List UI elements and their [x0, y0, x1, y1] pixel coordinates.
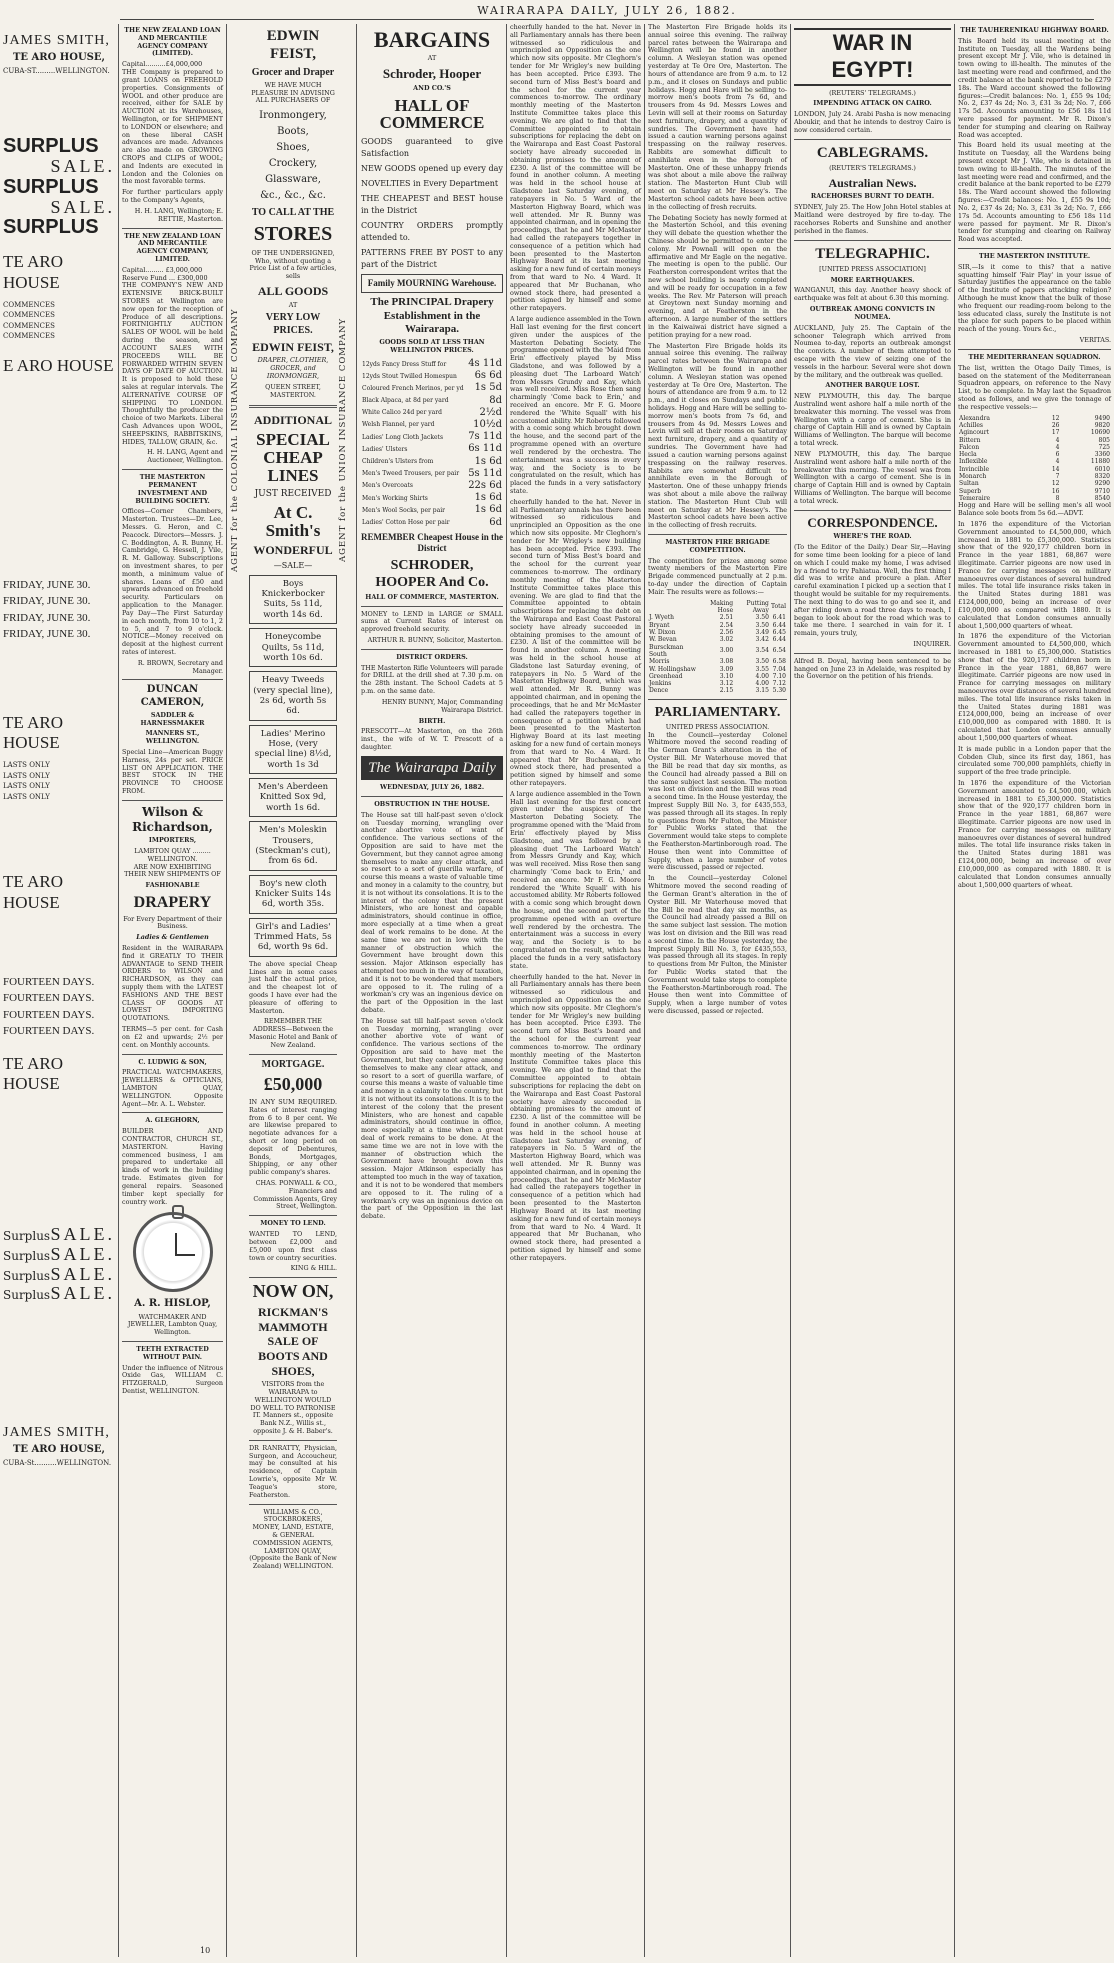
ad-subheading: WONDERFUL	[253, 543, 333, 558]
ad-heading: RICKMAN'S MAMMOTH SALE OF BOOTS AND SHOES,	[257, 1305, 328, 1378]
ad-heading: At C. Smith's	[265, 502, 321, 540]
ad-text: MONEY to LEND in LARGE or SMALL sums at Current Rates of interest on approved freehold security.	[361, 609, 503, 634]
ad-text: For further particulars apply to the Company's Agents,	[122, 188, 223, 205]
article-text: Alfred B. Doyal, having been sentenced to be hanged on June 23 in Adelaide, was respited by the Governor on the petition of his friends.	[794, 656, 951, 681]
price-row: Black Alpaca, at 8d per yard 8d	[362, 394, 502, 406]
article-subheading: (REUTER'S TELEGRAMS.)	[829, 164, 916, 173]
cheap-line-item: Ladies' Merino Hose, (very special line) 8½d, worth 1s 3d	[249, 725, 337, 774]
ad-heading: HALL OF COMMERCE	[379, 95, 485, 133]
article-subheading: [UNITED PRESS ASSOCIATION]	[819, 264, 926, 273]
store-name: TE ARO HOUSE,	[12, 52, 105, 64]
table-row: Achilles 26 9820	[959, 421, 1110, 429]
ad-heading: Wilson & Richardson,	[132, 804, 213, 834]
ad-heading: DRAPERY	[133, 894, 212, 911]
ad-signature: H. H. LANG, Agent and Auctioneer, Wellington.	[147, 448, 223, 465]
ad-heading: C. LUDWIG & SON,	[138, 1057, 207, 1066]
ad-text: Capital......... £3,000,000	[122, 265, 203, 274]
ad-subheading: JUST RECEIVED	[254, 488, 332, 499]
price-row: Ladies' Long Cloth Jackets 7s 11d	[362, 431, 502, 443]
price-row: White Calico 24d per yard 2½d	[362, 406, 502, 418]
vertical-agent-label: AGENT for the UNION INSURANCE COMPANY	[338, 317, 348, 563]
ad-subheading: TO CALL AT THE	[251, 207, 335, 219]
article-text: LONDON, July 24. Arabi Pasha is now menacing Aboukir, and that he intends to destroy Cairo is now considered certain.	[794, 110, 951, 134]
fourteen-days-stack: FOURTEEN DAYS. FOURTEEN DAYS. FOURTEEN DAYS. FOURTEEN DAYS.	[3, 975, 95, 1038]
page-masthead: WAIRARAPA DAILY, JULY 26, 1882.	[120, 4, 1094, 20]
table-row: Bittern 4 805	[959, 436, 1110, 444]
surplus-heading: SURPLUS	[3, 216, 99, 239]
ad-subheading: IMPORTERS,	[148, 836, 197, 845]
article-text: cheerfully handed to the hat. Never in all Parliamentary annals has there been witnessed so ridiculous and unprincipled an Opposition as the one which now sits opposite. Mr Cleghorn's tender for Mr Wrigley's new building has been accepted. Price £393. The second turn of Miss Best's board and the school for the current year commences to-morrow. The ordinary monthly meeting of the Masterton Institute Committee takes place this evening. We are glad to find that the Committee appointed to obtain subscriptions for replacing the debt on the Wairarapa and East Coast Pastoral society have already succeeded in obtaining promises to the amount of £230. A list of the committee will be found in another column. A meeting was held in the school house at Gladstone last Saturday evening, of ratepayers in No. 5 Ward of the Masterton Highway Board, which was well attended. Mr R. Bunny was appointed chairman, and in opening the proceedings, that he and Mr McMaster had called the ratepayers together in consequence of a petition which had been presented to the Masterton Highway Board at its last meeting asking for a new fund of certain moneys from that ward to No. 4 Ward. It appeared that Mr Buchanan, who owned stock there, had presented a petition signed by himself and some other ratepayers.	[510, 497, 641, 787]
table-row: Agincourt 17 10690	[959, 429, 1110, 437]
ad-text: REMEMBER THE ADDRESS—Between the Masonic Hotel and Bank of New Zealand.	[249, 1017, 337, 1049]
ad-text: OF THE UNDERSIGNED,	[251, 248, 335, 257]
table-row: W. Bevan 3.02 3.42 6.44	[649, 636, 786, 644]
ad-text: DRAPER, CLOTHIER, GROCER, and IRONMONGER,	[257, 356, 329, 381]
article-text: A large audience assembled in the Town Hall last evening for the first concert given under the auspices of the Masterton Debating Society. The programme opened with the 'Maid from Erin' effectively played by Miss Gladstone, and was followed by a pleasing duet 'The Larboard Watch' from Messrs Grundy and Kay, which was well received. Miss Rose then sang charmingly 'Come back to Erin,' and received an encore. Mr F. G. Moore rendered the 'White Squall' with his accustomed ability. Mr Roberts followed with a comic song which brought down the house, and the second part of the programme opened with an overture well rendered by the orchestra. The entertainment was a success in every way, and the Society is to be congratulated on the result, which has placed the funds in a very satisfactory state.	[510, 789, 641, 970]
ad-heading: MONEY TO LEND.	[260, 1219, 326, 1228]
article-heading: THE MEDITERRANEAN SQUADRON.	[968, 352, 1101, 361]
article-subheading: ANOTHER BARQUE LOST.	[825, 381, 920, 390]
cheap-line-item: Heavy Tweeds (very special line), 2s 6d, worth 5s 6d.	[249, 671, 337, 720]
ad-heading: A. GLEGHORN,	[145, 1116, 200, 1125]
article-text: In 1876 the expenditure of the Victorian Government amounted to £4,500,000, which increased in 1881 to £5,300,000. Statistics show that of the 920,177 children born in France in the year 1881, 68,867 were illegitimate. Carrier pigeons are now used in France for carrying messages on military manoeuvres over distances of several hundred miles. The total life insurance risks taken in the United States during 1881 was £124,000,000, being an increase of over £10,000,000 as compared with 1880. It is calculated that London consumes annually about 1,500,000 quarters of wheat.	[958, 632, 1111, 742]
article-text: cheerfully handed to the hat. Never in all Parliamentary annals has there been witnessed so ridiculous and unprincipled an Opposition as the one which now sits opposite. Mr Cleghorn's tender for Mr Wrigley's new building has been accepted. Price £393. The second turn of Miss Best's board and the school for the current year commences to-morrow. The ordinary monthly meeting of the Masterton Institute Committee takes place this evening. We are glad to find that the Committee appointed to obtain subscriptions for replacing the debt on the Wairarapa and East Coast Pastoral society have already succeeded in obtaining promises to the amount of £230. A list of the committee will be found in another column. A meeting was held in the school house at Gladstone last Saturday evening, of ratepayers in No. 5 Ward of the Masterton Highway Board, which was well attended. Mr R. Bunny was appointed chairman, and in opening the proceedings, that he and Mr McMaster had called the ratepayers together in consequence of a petition which had been presented to the Masterton Highway Board at its last meeting asking for a new fund of certain moneys from that ward to No. 4 Ward. It appeared that Mr Buchanan, who owned stock there, had presented a petition signed by himself and some other ratepayers.	[510, 24, 641, 313]
ad-text: ARE NOW EXHIBITING THEIR NEW SHIPMENTS OF	[124, 862, 221, 879]
price-row: 12yds Fancy Dress Stuff for 4s 11d	[362, 358, 502, 370]
article-text: In 1876 the expenditure of the Victorian Government amounted to £4,500,000, which increased in 1881 to £5,300,000. Statistics show that of the 920,177 children born in France in the year 1881, 68,867 were illegitimate. Carrier pigeons are now used in France for carrying messages on military manoeuvres over distances of several hundred miles. The total life insurance risks taken in the United States during 1881 was £124,000,000, being an increase of over £10,000,000 as compared with 1880. It is calculated that London consumes annually about 1,500,000 quarters of wheat.	[958, 778, 1111, 889]
ad-heading: TEETH EXTRACTED WITHOUT PAIN.	[136, 1344, 209, 1361]
ad-heading: STORES	[253, 223, 333, 246]
ad-heading: DUNCAN CAMERON,	[140, 684, 205, 708]
price-row: Ladies' Ulsters 6s 11d	[362, 443, 502, 455]
article-heading: CABLEGRAMS.	[816, 144, 929, 161]
price-row: Welsh Flannel, per yard 10½d	[362, 419, 502, 431]
cheap-line-item: Men's Moleskin Trousers, (Steckman's cut), from 6s 6d.	[249, 821, 337, 870]
page-number: 10	[200, 1946, 211, 1955]
article-heading: CORRESPONDENCE.	[807, 514, 938, 530]
article-text: cheerfully handed to the hat. Never in all Parliamentary annals has there been witnessed so ridiculous and unprincipled an Opposition as the one which now sits opposite. Mr Cleghorn's tender for Mr Wrigley's new building has been accepted. Price £393. The second turn of Miss Best's board and the school for the current year commences to-morrow. The ordinary monthly meeting of the Masterton Institute Committee takes place this evening. We are glad to find that the Committee appointed to obtain subscriptions for replacing the debt on the Wairarapa and East Coast Pastoral society have already succeeded in obtaining promises to the amount of £230. A list of the committee will be found in another column. A meeting was held in the school house at Gladstone last Saturday evening, of ratepayers in No. 5 Ward of the Masterton Highway Board, which was well attended. Mr R. Bunny was appointed chairman, and in opening the proceedings, that he and Mr McMaster had called the ratepayers together in consequence of a petition which had been presented to the Masterton Highway Board at its last meeting asking for a new fund of certain moneys from that ward to No. 4 Ward. It appeared that Mr Buchanan, who owned stock there, had presented a petition signed by himself and some other ratepayers.	[510, 972, 641, 1262]
article-subheading: (REUTERS' TELEGRAMS.)	[829, 88, 916, 97]
table-row: W. Dixon 2.56 3.49 6.45	[649, 628, 786, 636]
article-subheading: Australian News.	[828, 175, 917, 190]
article-text: This Board held its usual meeting at the Institute on Tuesday, all the Wardens being present except Mr J. Vile, who is detained in town owing to ill-health. The minutes of the last meeting were read and confirmed, and the credit balance at the bank reported to be £279 18s. The Ward account showed the following figures:—Credit balances: No. 1, £55 9s 10d; No. 2, £37 4s 2d; No. 3, £31 3s 2d; No. 7, £66 17s 5d. Accounts amounting to £56 18s 11d were passed for payment. Mr R. Dixon's tender for stumping and clearing on Railway Road was accepted.	[958, 36, 1111, 139]
ad-heading: A. R. HISLOP,	[134, 1298, 211, 1310]
ad-text: VISITORS from the WAIRARAPA to WELLINGTON WOULD DO WELL TO PATRONISE IT. Manners st., opposite Bank N.Z., Willis st., opposite J. & H. Baber's.	[250, 1380, 336, 1436]
cheap-line-item: Boys Knickerbocker Suits, 5s 11d, worth 14s 6d.	[249, 575, 337, 624]
table-row: Alexandra 12 9490	[959, 414, 1110, 422]
ad-text: Capital..........£4,000,000	[122, 60, 203, 69]
table-row: W. Hollingshaw 3.09 3.55 7.04	[649, 665, 786, 673]
article-heading: WAR IN EGYPT!	[794, 28, 951, 86]
ad-text: Resident in the WAIRARAPA find it GREATLY TO THEIR ADVANTAGE to SEND THEIR ORDERS to WILSON and RICHARDSON, as they can supply them with the LATEST FASHIONS AND THE BEST CLASS OF GOODS AT LOWEST IMPORTING QUOTATIONS.	[122, 943, 223, 1023]
article-text: A large audience assembled in the Town Hall last evening for the first concert given under the auspices of the Masterton Debating Society. The programme opened with the 'Maid from Erin' effectively played by Miss Gladstone, and was followed by a pleasing duet 'The Larboard Watch' from Messrs Grundy and Kay, which was well received. Miss Rose then sang charmingly 'Come back to Erin,' and received an encore. Mr F. G. Moore rendered the 'White Squall' with his accustomed ability. Mr Roberts followed with a comic song which brought down the house, and the second part of the programme opened with an overture well rendered by the orchestra. The entertainment was a success in every way, and the Society is to be congratulated on the result, which has placed the funds in a very satisfactory state.	[510, 315, 641, 495]
te-aro-heading: TE ARO HOUSE	[3, 872, 63, 912]
sale-heading: SALE.	[50, 196, 115, 217]
ad-text: Under the influence of Nitrous Oxide Gas, WILLIAM C. FITZGERALD, Surgeon Dentist, WELLINGTON.	[122, 1363, 223, 1396]
ad-heading: THE MASTERTON PERMANENT INVESTMENT AND BUILDING SOCIETY.	[135, 473, 210, 505]
article-subheading: UNITED PRESS ASSOCIATION.	[665, 722, 770, 731]
column-1	[0, 24, 118, 1957]
ad-subheading: SADDLER & HARNESSMAKER	[140, 710, 205, 727]
ad-text: Who, without quoting a Price List of a few articles, sells	[249, 256, 337, 281]
ad-subheading: —SALE—	[273, 560, 313, 570]
ad-text: PRACTICAL WATCHMAKERS, JEWELLERS & OPTICIANS, LAMBTON QUAY, WELLINGTON. Opposite Agent—Mr. A. L. Webster.	[122, 1068, 223, 1108]
ad-heading: THE NEW ZEALAND LOAN AND MERCANTILE AGENCY COMPANY (LIMITED).	[124, 26, 221, 58]
column-rule	[356, 24, 357, 1957]
ad-text: AT	[288, 300, 298, 309]
price-row: Men's Working Shirts 1s 6d	[362, 492, 502, 504]
ad-text: WATCHMAKER AND JEWELLER, Lambton Quay, Wellington.	[127, 1312, 218, 1337]
ad-text: THE Company is prepared to grant LOANS on FREEHOLD properties. Consignments of WOOL and other produce are received, either for SALE by AUCTION at its Warehouses, Wellington, or for SHIPMENT to LONDON or elsewhere; and on these liberal CASH advances are made. Advances are also made on GROWING CROPS and CLIPS of WOOL; and Indents are executed in London and the Colonies on the most favorable terms.	[122, 68, 223, 186]
ad-text: Special Line—American Buggy Harness, 24s per set. PRICE LIST ON APPLICATION. THE BEST STOCK IN THE PROVINCE TO CHOOSE FROM.	[122, 748, 223, 796]
article-subheading: WHERE'S THE ROAD.	[833, 532, 912, 541]
price-row: Men's Overcoats 22s 6d	[362, 479, 502, 491]
article-text: NEW PLYMOUTH, this day. The barque Australind went ashore half a mile north of the breakwater this morning. The vessel was from Wellington with a cargo of cement. She is in charge of Captain Hill and is owned by Captain Williams of Wellington. The barque will become a total wreck.	[794, 449, 951, 505]
ad-heading: ALL GOODS	[257, 284, 329, 299]
table-row: Inflexible 4 11880	[959, 458, 1110, 466]
ad-signature: R. BROWN, Secretary and Manager.	[137, 658, 223, 675]
ad-heading: The PRINCIPAL Drapery Establishment in the Wairarapa.	[370, 296, 494, 336]
surplus-heading: SURPLUS	[3, 134, 99, 157]
store-name: TE ARO HOUSE,	[12, 1444, 105, 1456]
ad-subheading: GOODS SOLD AT LESS THAN WELLINGTON PRICES.	[379, 338, 485, 355]
newspaper-logo: The Wairarapa Daily	[361, 756, 503, 780]
column-5	[507, 24, 644, 1957]
table-row: Bryant 2.54 3.50 6.44	[649, 621, 786, 629]
article-subheading: RACEHORSES BURNT TO DEATH.	[810, 192, 935, 201]
ad-heading: EDWIN FEIST,	[266, 28, 320, 63]
cheap-line-item: Girl's and Ladies' Trimmed Hats, 5s 6d, worth 9s 6d.	[249, 918, 337, 957]
ad-heading: £50,000	[263, 1073, 323, 1094]
commences-stack: COMMENCES COMMENCES COMMENCES COMMENCES	[3, 300, 55, 341]
cheap-line-item: Men's Aberdeen Knitted Sox 9d, worth 1s 6d.	[249, 778, 337, 817]
table-row: Morris 3.08 3.50 6.58	[649, 658, 786, 666]
ad-heading: VERY LOW PRICES.	[265, 312, 321, 336]
ad-text: WE HAVE MUCH PLEASURE IN ADVISING ALL PURCHASERS OF	[251, 80, 335, 105]
ad-text: DR RANRATTY, Physician, Surgeon, and Accoucheur, may be consulted at his residence, of Captain Lowrie's, opposite Mr W. Teague's store, Featherston.	[249, 1443, 337, 1499]
ad-heading: SCHRODER, HOOPER And Co.	[375, 557, 489, 590]
store-address: CUBA-St..........WELLINGTON.	[3, 1459, 112, 1468]
article-subheading: OUTBREAK AMONG CONVICTS IN NOUMEA.	[809, 305, 936, 321]
ad-text: IN ANY SUM REQUIRED. Rates of interest ranging from 6 to 8 per cent. We are likewise prepared to negotiate advances for a short or long period on deposit of Debentures, Bonds, Mortgages, Shipping, or any other public company's shares.	[249, 1097, 337, 1177]
article-text: SIR,—Is it come to this? that a native squatting himself 'Fair Play' in your issue of Saturday justifies the appearance on the table of the Institute of papers attacking religion? Although he must know that the bulk of those who frequent our reading-room belong to the less educated class, surely the Institute is not the place for such papers to be placed within reach of the young. Yours &c.,	[958, 262, 1111, 334]
goods-list: Ironmongery, Boots, Shoes, Crockery, Glassware, &c., &c., &c.	[259, 110, 327, 202]
article-text: In the Council—yesterday Colonel Whitmore moved the second reading of the German Grant's alteration in the of Oyster Bill. Mr Waterhouse moved that the Bill be read that day six months, as the Council had already passed a Bill on the same subject last session. The motion was lost on division and the Bill was read a second time. In the House yesterday, the Imprest Supply Bill No. 3, for £435,553, was passed through all its stages. In reply to questions from Mr Fulton, the Minister for Public Works stated that the Government would take steps to complete the Featherston-Martinborough road. The House then went into Committee of Supply, when a large number of votes were discussed, passed or rejected.	[648, 730, 787, 872]
article-text: In the Council—yesterday Colonel Whitmore moved the second reading of the German Grant's alteration in the of Oyster Bill. Mr Waterhouse moved that the Bill be read that day six months, as the Council had already passed a Bill on the same subject last session. The motion was lost on division and the Bill was read a second time. In the House yesterday, the Imprest Supply Bill No. 3, for £435,553, was passed through all its stages. In reply to questions from Mr Fulton, the Minister for Public Works stated that the Government would take steps to complete the Featherston-Martinborough road. The House then went into Committee of Supply, when a large number of votes were discussed, passed or rejected.	[648, 874, 787, 1016]
ad-text: Offices—Corner Chambers, Masterton. Trustees—Dr. Lee, Messrs. G. Heron, and C. Peacock. Directors—Messrs. J. C. Boddington, A. R. Bunny, H. Cambridge, G. Hessell, J. Vile, R. M. Galloway. Subscriptions on investment shares, to per month, a minimum value of shares. Loans of £50 and upwards advanced on freehold security. Particulars on application to the Manager. Pay Day—The First Saturday in each month, from 10 to 1, 2 to 5, and 7 to 9 o'clock. NOTICE—Money received on deposit at the highest current rates of interest.	[122, 507, 223, 656]
cheap-line-item: Boy's new cloth Knicker Suits 14s 6d, worth 35s.	[249, 875, 337, 914]
article-text: The Masterton Fire Brigade holds its annual soiree this evening. The railway parcel rates between the Wairarapa and Wellington will be found in another column. A Wesleyan station was opened yesterday at Te Ore Ore, Masterton. The hours of attendance are from 9 a.m. to 12 p.m., and it closes on Sundays and public holidays. Hogg and Hare will be selling to-morrow men's boots from 7s 6d, and trousers from 4s 9d. Messrs Lowes and Levin will sell at their rooms on Saturday next furniture, drapery, and a quantity of sundries. The Government have had issued a caution warning persons against trespassing on the railway reserves. Rabbits are somewhat difficult to annihilate even in the Borough of Masterton. One of these unhappy friends was shot about a mile above the railway station. The Masterton Hunt Club will meet on Saturday at Mr Hessey's. The Masterton school cadets have been active in the collecting of fresh recruits.	[648, 24, 787, 211]
table-header: Making Hose Putting Away Total	[710, 599, 786, 614]
article-text: Hogg and Hare will be selling men's all wool Balance sole boots from 5s 6d.—ADVT.	[958, 501, 1111, 518]
article-heading: TELEGRAPHIC.	[815, 245, 930, 262]
table-row: Bursckman South 3.00 3.54 6.54	[649, 643, 786, 658]
article-text: In 1876 the expenditure of the Victorian Government amounted to £4,500,000, which increased in 1881 to £5,300,000. Statistics show that of the 920,177 children born in France in the year 1881, 68,867 were illegitimate. Carrier pigeons are now used in France for carrying messages on military manoeuvres over distances of several hundred miles. The total life insurance risks taken in the United States during 1881 was £124,000,000, being an increase of over £10,000,000 as compared with 1880. It is calculated that London consumes annually about 1,500,000 quarters of wheat.	[958, 519, 1111, 630]
ad-text: The above special Cheap Lines are in some cases just half the actual price, and the cheapest lot of goods I have ever had the pleasure of offering to Masterton.	[249, 959, 337, 1015]
fire-brigade-results-table	[648, 600, 787, 695]
notice-signature: HENRY BUNNY, Major, Commanding Wairarapa District.	[381, 697, 503, 714]
ad-text: Reserve Fund ... £300,000	[122, 273, 208, 282]
ad-heading: Schroder, Hooper	[382, 65, 482, 81]
ad-text: QUEEN STREET, MASTERTON.	[265, 382, 321, 399]
table-row: Hecla 6 3360	[959, 451, 1110, 459]
ad-subheading: AND CO.'S	[413, 83, 451, 92]
squadron-table	[958, 415, 1111, 503]
article-signature: VERITAS.	[1079, 336, 1111, 345]
ad-text: AT	[427, 54, 437, 63]
te-aro-heading: TE ARO HOUSE	[3, 1053, 63, 1094]
price-row: Children's Ulsters from 1s 6d	[362, 455, 502, 467]
ad-text: THE COMPANY'S NEW AND EXTENSIVE BRICK-BUILT STORES at Wellington are now open for the reception of Produce of all descriptions. FORTNIGHTLY AUCTION SALES OF WOOL will be held during the season, and ACCOUNT SALES WITH PROCEEDS WILL BE FORWARDED WITHIN SEVEN DAYS OF DATE OF AUCTION. It is proposed to hold these sales at regular intervals. The ALTERNATIVE COURSE OF SHIPPING TO LONDON. Thoughtfully the producer the choice of two Markets. Liberal Cash Advances upon WOOL, SHEEPSKINS, RABBITSKINS, HIDES, TALLOW, GRAIN, &c.	[122, 281, 223, 446]
vertical-agent-label: AGENT for the COLONIAL INSURANCE COMPANY	[230, 308, 240, 572]
price-row: Coloured French Merinos, per yd 1s 5d	[362, 382, 502, 394]
ad-text: WILLIAMS & CO., STOCKBROKERS, MONEY, LAND, ESTATE, & GENERAL COMMISSION AGENTS, LAMBTON QUAY, (Opposite the Bank of New Zealand) WELLINGTON.	[249, 1507, 337, 1571]
lasts-only-stack: LASTS ONLY LASTS ONLY LASTS ONLY LASTS ONLY	[3, 761, 50, 801]
ad-text: BUILDER AND CONTRACTOR, CHURCH ST., MASTERTON. Having commenced business, I am prepared to undertake all kinds of work in the building trade. Estimates given for general repairs. Seasoned timber kept specially for country work.	[122, 1127, 223, 1206]
article-text: This Board held its usual meeting at the Institute on Tuesday, all the Wardens being present except Mr J. Vile, who is detained in town owing to ill-health. The minutes of the last meeting were read and confirmed, and the credit balance at the bank reported to be £279 18s. The Ward account showed the following figures:—Credit balances: No. 1, £55 9s 10d; No. 2, £37 4s 2d; No. 3, £31 3s 2d; No. 7, £66 17s 5d. Accounts amounting to £56 18s 11d were passed for payment. Mr R. Dixon's tender for stumping and clearing on Railway Road was accepted.	[958, 141, 1111, 244]
column-4	[358, 24, 506, 1957]
table-row: Greenhead 3.10 4.00 7.10	[649, 672, 786, 680]
ad-heading: MORTGAGE.	[261, 1058, 325, 1070]
article-subheading: MORE EARTHQUAKES.	[830, 275, 915, 284]
table-row: Invincible 14 6010	[959, 465, 1110, 473]
sale-heading: SALE.	[50, 155, 115, 176]
store-address: CUBA-ST.........WELLINGTON.	[3, 67, 110, 76]
article-heading: THE MASTERTON INSTITUTE.	[978, 251, 1091, 260]
article-heading: PARLIAMENTARY.	[654, 704, 781, 720]
table-row: Monarch 7 8320	[959, 473, 1110, 481]
notice-text: THE Masterton Rifle Volunteers will parade for DRILL at the drill shed at 7.30 p.m. on the 28th instant. The School Cadets at 5 p.m. on the same date.	[361, 663, 503, 696]
ad-heading: ADDITIONAL	[253, 412, 332, 427]
ad-subheading: Ladies & Gentlemen	[136, 933, 209, 942]
surplus-sale-stack: Surplus SALE. Surplus SALE. Surplus SALE. Surplus SALE.	[3, 1224, 115, 1304]
pocket-watch-illustration	[133, 1212, 213, 1292]
table-row: Sultan 12 9290	[959, 480, 1110, 488]
article-text: The competition for prizes among some twenty members of the Masterton Fire Brigade commenced punctually at 2 p.m. to-day under the direction of Captain Mair. The results were as follows:—	[648, 556, 787, 596]
surplus-heading: SURPLUS	[3, 175, 99, 198]
column-3	[246, 24, 340, 1957]
table-row: Falcon 4 725	[959, 443, 1110, 451]
article-text: The House sat till half-past seven o'clock on Tuesday morning, wrangling over another abortive vote of want of confidence. The various sections of the Opposition are said to have met the Government, but they cannot agree among themselves to make any clear attack, and so resort to a sort of guerilla warfare, of course this means a waste of valuable time and money in a calamity to the country, but it is not without its consolations. It is to the interest of the colony that the present Ministers, who are honest and capable administrators, should continue in office, more especially at a time when a great deal of work remains to be done. At the same time we are not in love with the manner of obstruction which the Government have brought down this session. Major Atkinson especially has attempted too much in the way of taxation, and it is not to be wondered that members are opposed to it. The ruling of a workman's cry was an ingenious device on the part of the Opposition in the last debate.	[361, 810, 503, 1015]
column-6	[645, 24, 790, 1957]
ad-signature: CHAS. PONWALL & CO., Financiers and Commission Agents, Grey Street, Wellington.	[253, 1179, 337, 1211]
article-heading: MASTERTON FIRE BRIGADE COMPETITION.	[665, 538, 770, 554]
ad-signature: KING & HILL.	[290, 1264, 337, 1273]
advertiser-name: JAMES SMITH,	[3, 1425, 110, 1441]
store-features: GOODS guaranteed to give Satisfaction NEW GOODS opened up every day NOVELTIES in Every Department THE CHEAPEST and BEST house in the District COUNTRY ORDERS promptly attended to. PATTERNS FREE BY POST to any part of the District	[361, 137, 503, 270]
article-subheading: IMPENDING ATTACK ON CAIRO.	[813, 99, 932, 108]
ad-text: TERMS—5 per cent. for Cash on £2 and upwards; 2½ per cent. on Monthly accounts.	[122, 1025, 223, 1049]
article-text: The House sat till half-past seven o'clock on Tuesday morning, wrangling over another abortive vote of want of confidence. The various sections of the Opposition are said to have met the Government, but they cannot agree among themselves to make any clear attack, and so resort to a sort of guerilla warfare, of course this means a waste of valuable time and money in a calamity to the country, but it is not without its consolations. It is to the interest of the colony that the present Ministers, who are honest and capable administrators, should continue in office, more especially at a time when a great deal of work remains to be done. At the same time we are not in love with the manner of obstruction which the Government have brought down this session. Major Atkinson especially has attempted too much in the way of taxation, and it is not to be wondered that members are opposed to it. The ruling of a workman's cry was an ingenious device on the part of the Opposition in the last debate.	[361, 1016, 503, 1221]
ad-subheading: FASHIONABLE	[145, 881, 200, 890]
article-text: It is made public in a London paper that the Cobden Club, since its first day, 1861, has circulated some 700,000 pamphlets, chiefly in support of the free trade principle.	[958, 744, 1111, 777]
ad-heading: BARGAINS	[373, 27, 491, 52]
ad-subheading: HALL OF COMMERCE, MASTERTON.	[365, 592, 499, 601]
column-8	[955, 24, 1114, 1957]
article-text: The Masterton Fire Brigade holds its annual soiree this evening. The railway parcel rates between the Wairarapa and Wellington will be found in another column. A Wesleyan station was opened yesterday at Te Ore Ore, Masterton. The hours of attendance are from 9 a.m. to 12 p.m., and it closes on Sundays and public holidays. Hogg and Hare will be selling to-morrow men's boots from 7s 6d, and trousers from 4s 9d. Messrs Lowes and Levin will sell at their rooms on Saturday next furniture, drapery, and a quantity of sundries. The Government have had issued a caution warning persons against trespassing on the railway reserves. Rabbits are somewhat difficult to annihilate even in the Borough of Masterton. One of these unhappy friends was shot about a mile above the railway station. The Masterton Hunt Club will meet on Saturday at Mr Hessey's. The Masterton school cadets have been active in the collecting of fresh recruits.	[648, 341, 787, 530]
price-row: Men's Tweed Trousers, per pair 5s 11d	[362, 467, 502, 479]
article-text: AUCKLAND, July 25. The Captain of the schooner Telegraph which arrived from Noumea to-day, reports an outbreak amongst the convicts. A number of them attempted to escape with the view of seizing one of the vessels in the harbour. Several were shot down by the military, and the outbreak was quelled.	[794, 323, 951, 379]
friday-dates: FRIDAY, JUNE 30. FRIDAY, JUNE 30. FRIDAY, JUNE 30. FRIDAY, JUNE 30.	[3, 578, 91, 641]
ad-subheading: REMEMBER Cheapest House in the District	[361, 531, 504, 553]
price-row: Men's Wool Socks, per pair 1s 6d	[362, 504, 502, 516]
article-signature: INQUIRER.	[913, 639, 951, 648]
te-aro-heading: E ARO HOUSE	[3, 355, 114, 375]
issue-date: WEDNESDAY, JULY 26, 1882.	[379, 783, 485, 792]
table-row: Dence 2.15 3.15 5.30	[649, 687, 786, 695]
price-row: Ladies' Cotton Hose per pair 6d	[362, 516, 502, 528]
table-row: Jenkins 3.12 4.00 7.12	[649, 680, 786, 688]
section-heading: BIRTH.	[418, 716, 446, 725]
column-7	[791, 24, 954, 1957]
article-text: WANGANUI, this day. Another heavy shock of earthquake was felt at about 6.30 this morning.	[794, 286, 951, 303]
ad-signature: ARTHUR R. BUNNY, Solicitor, Masterton.	[367, 636, 503, 645]
table-row: J. Wyeth 2.51 3.50 6.41	[649, 614, 786, 622]
ad-heading: NOW ON,	[252, 1281, 334, 1302]
article-text: SYDNEY, July 25. The How John Hotel stables at Maitland were destroyed by fire to-day. The racehorses Roberts and Sunshine and another perished in the flames.	[794, 203, 951, 235]
ad-signature: EDWIN FEIST,	[252, 339, 334, 354]
ad-text: WANTED TO LEND, between £2,000 and £5,000 upon first class town or country securities.	[249, 1230, 337, 1262]
article-text: The Debating Society has newly formed at the Masterton School, and this evening they will debate the question whether the Chinese should be permitted to enter the colony. Mr Pownall will open on the affirmative and Mr Eagle on the negative. The meeting is open to the public. Our Featherston correspondent writes that the new school building is nearly completed and will be ready for occupation in a few weeks. The Rev. Mr Paterson will preach at Greytown next Sunday morning and evening, and at Featherston in the afternoon. A large number of the settlers in the Kaiwaiwai district have signed a petition praying for a new road.	[648, 213, 787, 339]
section-heading: DISTRICT ORDERS.	[396, 652, 468, 661]
table-row: Temeraire 8 8540	[959, 495, 1110, 502]
te-aro-heading: TE ARO HOUSE	[3, 712, 63, 753]
article-heading: OBSTRUCTION IN THE HOUSE.	[374, 799, 490, 808]
te-aro-heading: TE ARO HOUSE	[3, 252, 63, 293]
column-2	[119, 24, 226, 1957]
price-list-table	[361, 358, 503, 529]
ad-signature: H. H. LANG, Wellington; E. RETTIE, Masterton.	[134, 206, 223, 223]
ad-subheading: MANNERS ST., WELLINGTON.	[145, 729, 200, 746]
ad-heading: SPECIAL CHEAP LINES	[256, 430, 330, 485]
table-row: Superb 16 9710	[959, 487, 1110, 495]
advertiser-name: JAMES SMITH,	[3, 33, 110, 48]
ad-heading: THE NEW ZEALAND LOAN AND MERCANTILE AGENCY COMPANY, LIMITED.	[124, 231, 221, 263]
ad-text: For Every Department of their Business.	[123, 914, 222, 931]
price-row: 12yds Stout Twilled Homespun 6s 6d	[362, 370, 502, 382]
article-text: NEW PLYMOUTH, this day. The barque Australind went ashore half a mile north of the breakwater this morning. The vessel was from Wellington with a cargo of cement. She is in charge of Captain Hill and is owned by Captain Williams of Wellington. The barque will become a total wreck.	[794, 392, 951, 448]
article-text: (To the Editor of the Daily.) Dear Sir,—Having for some time been looking for a piece of land on which I could make my home, I was advised by a friend to try Pahiatua. Well, the first thing I did was to write and procure a plan. After careful examination I picked up a section that I thought would be suitable for my requirements. The next thing to do was to go and see it, and after riding down a road three days to reach, I began to look about for the road which was to take me there. I searched in vain for it. I remain, yours truly,	[794, 543, 951, 638]
cheap-line-item: Honeycombe Quilts, 5s 11d, worth 10s 6d.	[249, 628, 337, 667]
article-text: The list, written the Otago Daily Times, is based on the statement of the Mediterranean Squadron appears, on reference to the Navy List, to be complete. In May last the Squadron stood as follows, and we give the tonnage of the respective vessels:—	[958, 363, 1111, 411]
article-heading: THE TAUHERENIKAU HIGHWAY BOARD.	[960, 26, 1109, 34]
notice-text: PRESCOTT—At Masterton, on the 26th inst., the wife of W. T. Prescott of a daughter.	[361, 727, 503, 751]
ad-text: LAMBTON QUAY ......... WELLINGTON.	[134, 846, 211, 863]
ad-subheading: Family MOURNING Warehouse.	[361, 274, 503, 293]
column-rule	[226, 24, 227, 1957]
ad-subheading: Grocer and Draper	[251, 66, 335, 78]
